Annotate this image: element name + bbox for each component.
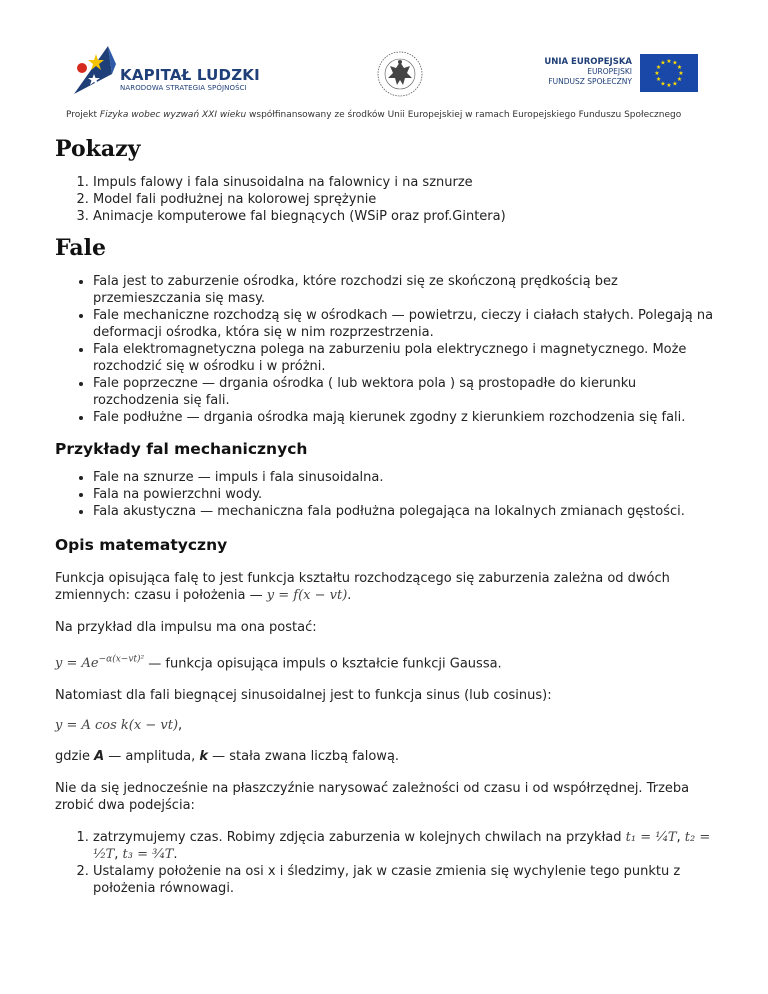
list-item: 1. zatrzymujemy czas. Robimy zdjęcia zaburzenia w kolejnych chwilach na przykład t₁ = ¹⁄₄T, t₂ = ¹⁄₂T, t₃ = ³⁄₄T. (93, 829, 715, 863)
list-item: • Fale mechaniczne rozchodzą się w ośrodkach — powietrzu, cieczy i ciałach stałych. Polegają na deformacji ośrodka, która się w nim rozprzestrzenia. (93, 307, 715, 341)
project-line (66, 110, 681, 120)
impuls-desc: — funkcja opisująca impuls o kształcie funkcji Gaussa. (144, 656, 502, 672)
heading-opis: Opis matematyczny (55, 536, 228, 554)
list-item: 1. Impuls falowy i fala sinusoidalna na falownicy i na sznurze (93, 174, 715, 191)
t3-equation: t₃ = ³⁄₄T (122, 847, 174, 863)
paragraph-impuls-equation (55, 652, 715, 672)
paragraph-sin-intro: Natomiast dla fali biegnącej sinusoidalnej jest to funkcja sinus (lub cosinus): (55, 688, 552, 704)
kl-subtitle: NARODOWA STRATEGIA SPÓJNOŚCI (120, 84, 247, 92)
list-item: • Fala jest to zaburzenie ośrodka, które rozchodzi się ze skończoną prędkością bez przemieszczania się masy. (93, 273, 715, 307)
var-A: A (94, 749, 105, 765)
gdzie-prefix: gdzie (55, 749, 95, 765)
list-item: 3. Animacje komputerowe fal biegnących (WSiP oraz prof.Gintera) (93, 208, 715, 225)
eu-text-block (544, 57, 632, 87)
list-pokazy (55, 174, 715, 225)
list-przyklady (55, 469, 715, 520)
svg-text:★: ★ (660, 59, 666, 67)
svg-text:★: ★ (654, 70, 660, 77)
kl-title: KAPITAŁ LUDZKI (120, 66, 260, 84)
list-item: • Fale poprzeczne — drgania ośrodka ( lub wektora pola ) są prostopadłe do kierunku rozchodzenia się fali. (93, 375, 715, 409)
t2-equation: t₂ = ¹⁄₂T (93, 830, 711, 863)
list-item: 2. Ustalamy położenie na osi x i śledzimy, jak w czasie zmienia się wychylenie tego punktu z położenia równowagi. (93, 863, 715, 897)
list-item: • Fala na powierzchni wody. (93, 486, 715, 503)
heading-przyklady: Przykłady fal mechanicznych (55, 440, 308, 458)
list-item: • Fale podłużne — drgania ośrodka mają kierunek zgodny z kierunkiem rozchodzenia się fali. (93, 409, 715, 426)
list-item: • Fala elektromagnetyczna polega na zaburzeniu pola elektrycznego i magnetycznego. Może rozchodzić się w ośrodku i w próżni. (93, 341, 715, 375)
gdzie-mid: — amplituda, (104, 749, 200, 765)
paragraph-impuls-intro: Na przykład dla impulsu ma ona postać: (55, 620, 317, 635)
eu-flag-icon (640, 54, 698, 92)
impuls-eq-base: y = Ae (55, 656, 99, 672)
gdzie-suffix: — stała zwana liczbą falową. (208, 749, 400, 765)
svg-text:★: ★ (655, 76, 662, 83)
svg-text:★: ★ (678, 70, 684, 77)
heading-fale: Fale (55, 235, 107, 261)
page-header (0, 0, 768, 130)
paragraph-funkcja: Funkcja opisująca falę to jest funkcja kształtu rozchodzącego się zaburzenia zależna od dwóch zmiennych: czasu i położenia — y = f(x − vt). (55, 571, 670, 603)
project-suffix: współfinansowany ze środków Unii Europejskiej w ramach Europejskiego Funduszu Społecznego (246, 110, 682, 120)
impuls-eq-exponent: −α(x−vt)² (98, 655, 145, 665)
university-seal-icon (376, 50, 424, 98)
podejscie-1-text: zatrzymujemy czas. Robimy zdjęcia zaburzenia w kolejnych chwilach na przykład (93, 830, 626, 846)
paragraph-sin-equation: y = A cos k(x − vt), (55, 718, 183, 734)
list-item: 2. Model fali podłużnej na kolorowej sprężynie (93, 191, 715, 208)
svg-text:★: ★ (672, 80, 678, 88)
document-content (55, 132, 715, 897)
impuls-equation (55, 656, 144, 671)
heading-pokazy: Pokazy (55, 136, 141, 162)
funkcja-equation: y = f(x − vt) (266, 588, 348, 603)
var-k: k (199, 749, 208, 765)
paragraph-nie-da: Nie da się jednocześnie na płaszczyźnie narysować zależności od czasu i od współrzędnej. Trzeba zrobić dwa podejścia: (55, 781, 690, 814)
svg-text:★: ★ (666, 82, 672, 89)
svg-text:★: ★ (676, 76, 683, 83)
svg-text:★: ★ (672, 59, 678, 67)
paragraph-gdzie (55, 748, 715, 765)
eu-subtitle-2: FUNDUSZ SPOŁECZNY (548, 77, 632, 86)
svg-text:★: ★ (660, 80, 666, 88)
sin-equation: y = A cos k(x − vt) (55, 718, 179, 734)
eu-title: UNIA EUROPEJSKA (544, 57, 632, 67)
svg-text:★: ★ (676, 64, 683, 71)
list-item: • Fala akustyczna — mechaniczna fala podłużna polegająca na lokalnych zmianach gęstości. (93, 503, 715, 520)
svg-text:★: ★ (655, 64, 662, 71)
list-item: • Fale na sznurze — impuls i fala sinusoidalna. (93, 469, 715, 486)
svg-text:★: ★ (666, 58, 672, 65)
funkcja-text: Funkcja opisująca falę to jest funkcja kształtu rozchodzącego się zaburzenia zależna od dwóch zmiennych: czasu i położenia — (55, 571, 670, 603)
t1-equation: t₁ = ¹⁄₄T (625, 830, 677, 846)
list-fale (55, 273, 715, 426)
project-title: Fizyka wobec wyzwań XXI wieku (99, 110, 247, 120)
list-podejscia (55, 829, 715, 897)
eu-subtitle-1: EUROPEJSKI (587, 67, 632, 76)
kapital-ludzki-logo-icon (68, 44, 118, 100)
project-prefix: Projekt (66, 110, 100, 120)
